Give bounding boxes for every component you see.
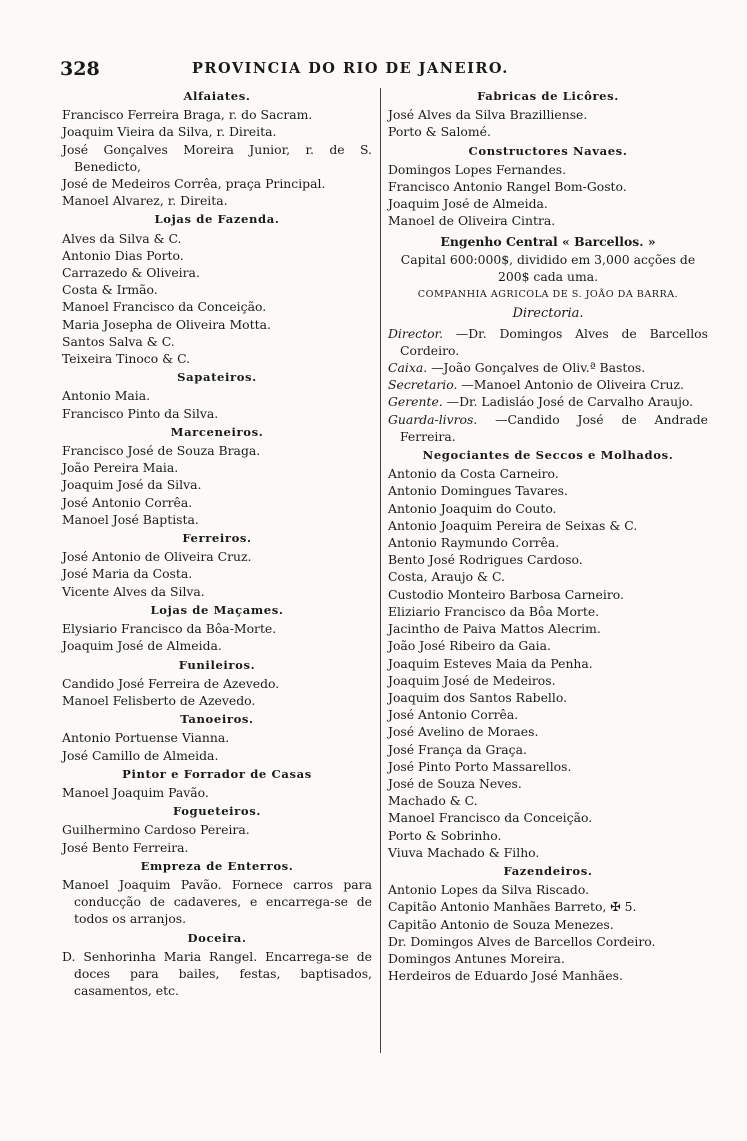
list-item: Joaquim Vieira da Silva, r. Direita. xyxy=(62,124,277,140)
section-heading-navaes: Constructores Navaes. xyxy=(468,143,628,158)
left-column xyxy=(62,86,372,999)
company-name: COMPANHIA AGRICOLA DE S. JOÃO DA BARRA. xyxy=(417,289,679,301)
list-item: Guilhermino Cardoso Pereira. xyxy=(62,822,250,838)
paragraph-entry: D. Senhorinha Maria Rangel. Encarrega-se de doces para bailes, festas, baptisados, casamentos, etc. xyxy=(62,948,372,999)
list-item: José de Medeiros Corrêa, praça Principal. xyxy=(62,176,326,192)
list-item: José Antonio de Oliveira Cruz. xyxy=(62,549,252,565)
board-member xyxy=(388,411,708,445)
list-item: Capitão Antonio de Souza Menezes. xyxy=(388,916,614,932)
board-name: —Manoel Antonio de Oliveira Cruz. xyxy=(461,377,684,393)
list-item: Custodio Monteiro Barbosa Carneiro. xyxy=(388,586,624,602)
board-name: —Dr. Ladisláo José de Carvalho Araujo. xyxy=(446,394,694,410)
section-heading-engenho: Engenho Central « Barcellos. » xyxy=(440,233,656,249)
section-heading-funileiros: Funileiros. xyxy=(178,657,256,672)
list-item: Manoel Francisco da Conceição. xyxy=(388,810,593,826)
section-heading-fogueteiros: Fogueteiros. xyxy=(173,804,261,819)
list-item: João Pereira Maia. xyxy=(62,460,179,476)
section-heading-marceneiros: Marceneiros. xyxy=(170,424,264,439)
section-heading-alfaiates: Alfaiates. xyxy=(183,89,251,103)
list-item: João José Ribeiro da Gaia. xyxy=(388,638,551,654)
board-member xyxy=(388,393,708,410)
section-heading-doceira: Doceira. xyxy=(187,930,247,945)
list-item: Herdeiros de Eduardo José Manhães. xyxy=(388,968,623,984)
section-heading-lojas-fazenda: Lojas de Fazenda. xyxy=(154,212,280,227)
list-item: José Pinto Porto Massarellos. xyxy=(388,758,572,774)
list-item: Capitão Antonio Manhães Barreto, ✠ 5. xyxy=(388,899,637,915)
list-item: José Camillo de Almeida. xyxy=(62,747,219,763)
board-member xyxy=(388,376,708,393)
section-heading-licores: Fabricas de Licôres. xyxy=(477,89,619,103)
list-item: Antonio Maia. xyxy=(62,388,151,404)
list-item: José Antonio Corrêa. xyxy=(62,494,193,510)
list-item: Francisco Ferreira Braga, r. do Sacram. xyxy=(62,107,313,123)
list-item: Manoel Francisco da Conceição. xyxy=(62,299,267,315)
list-item: Antonio Domingues Tavares. xyxy=(388,483,568,499)
board-member xyxy=(388,325,708,359)
list-item: Vicente Alves da Silva. xyxy=(62,583,205,599)
list-item: Antonio Portuense Vianna. xyxy=(62,730,230,746)
list-item: Antonio Dias Porto. xyxy=(62,247,184,263)
column-divider xyxy=(380,88,381,1053)
section-heading-fazendeiros: Fazendeiros. xyxy=(503,863,593,878)
list-item: Manoel Felisberto de Azevedo. xyxy=(62,692,256,708)
list-item: Joaquim José de Medeiros. xyxy=(388,672,556,688)
list-item: Machado & C. xyxy=(388,793,478,809)
list-item: Porto & Sobrinho. xyxy=(388,827,502,843)
list-item: José Alves da Silva Brazilliense. xyxy=(388,107,588,123)
list-item: Francisco José de Souza Braga. xyxy=(62,443,261,459)
board-role: Secretario. xyxy=(388,377,458,393)
list-item: Candido José Ferreira de Azevedo. xyxy=(62,675,280,691)
board-role: Guarda-livros. xyxy=(388,411,478,427)
paragraph-entry: Manoel Joaquim Pavão. Fornece carros para conducção de cadaveres, e encarrega-se de todos os arranjos. xyxy=(62,876,372,927)
board-role: Caixa. xyxy=(388,360,428,376)
list-item: Bento José Rodrigues Cardoso. xyxy=(388,552,583,568)
list-item: Antonio da Costa Carneiro. xyxy=(388,466,559,482)
capital-text: Capital 600:000$, dividido em 3,000 acções de 200$ cada uma. xyxy=(400,251,696,285)
section-heading-sapateiros: Sapateiros. xyxy=(177,370,257,385)
board-heading: Directoria. xyxy=(512,306,584,322)
list-item: Joaquim José da Silva. xyxy=(62,477,202,493)
list-item: Domingos Lopes Fernandes. xyxy=(388,161,567,177)
right-column xyxy=(388,86,708,984)
list-item: Elysiario Francisco da Bôa-Morte. xyxy=(62,621,277,637)
list-item: Jacintho de Paiva Mattos Alecrim. xyxy=(388,621,601,637)
running-title: PROVINCIA DO RIO DE JANEIRO. xyxy=(192,60,509,77)
section-heading-ferreiros: Ferreiros. xyxy=(182,531,252,546)
board-member xyxy=(388,359,708,376)
list-item: Manoel José Baptista. xyxy=(62,511,199,527)
list-item: Viuva Machado & Filho. xyxy=(388,844,540,860)
board-name: —Candido José de Andrade Ferreira. xyxy=(400,411,708,444)
list-item: Domingos Antunes Moreira. xyxy=(388,950,565,966)
list-item: José Antonio Corrêa. xyxy=(388,707,519,723)
list-item: José Gonçalves Moreira Junior, r. de S. Benedicto, xyxy=(62,141,372,174)
list-item: José de Souza Neves. xyxy=(388,775,522,791)
list-item: Antonio Joaquim Pereira de Seixas & C. xyxy=(388,517,638,533)
list-item: Francisco Antonio Rangel Bom-Gosto. xyxy=(388,179,627,195)
list-item: Teixeira Tinoco & C. xyxy=(62,351,191,367)
board-role: Gerente. xyxy=(388,394,443,410)
list-item: Antonio Joaquim do Couto. xyxy=(388,500,557,516)
section-heading-pintor: Pintor e Forrador de Casas xyxy=(122,766,312,781)
list-item: Porto & Salomé. xyxy=(388,124,491,140)
list-item: Antonio Lopes da Silva Riscado. xyxy=(388,882,590,898)
list-item: Costa & Irmão. xyxy=(62,282,158,298)
list-item: Joaquim dos Santos Rabello. xyxy=(388,689,568,705)
board-role: Director. xyxy=(388,325,444,341)
list-item: Santos Salva & C. xyxy=(62,333,175,349)
list-item: José Maria da Costa. xyxy=(62,566,193,582)
list-item: Manoel Alvarez, r. Direita. xyxy=(62,193,228,209)
list-item: José França da Graça. xyxy=(388,741,527,757)
list-item: Joaquim Esteves Maia da Penha. xyxy=(388,655,593,671)
section-heading-tanoeiros: Tanoeiros. xyxy=(180,712,254,727)
list-item: Antonio Raymundo Corrêa. xyxy=(388,535,560,551)
list-item: Costa, Araujo & C. xyxy=(388,569,505,585)
list-item: Carrazedo & Oliveira. xyxy=(62,265,200,281)
list-item: Dr. Domingos Alves de Barcellos Cordeiro. xyxy=(388,933,656,949)
list-item: Francisco Pinto da Silva. xyxy=(62,405,219,421)
section-heading-enterros: Empreza de Enterros. xyxy=(140,858,294,873)
list-item: Maria Josepha de Oliveira Motta. xyxy=(62,316,271,332)
list-item: Eliziario Francisco da Bôa Morte. xyxy=(388,603,600,619)
page-header xyxy=(40,58,700,82)
list-item: Manoel Joaquim Pavão. xyxy=(62,784,209,800)
list-item: José Avelino de Moraes. xyxy=(388,724,539,740)
list-item: Joaquim José de Almeida. xyxy=(62,638,222,654)
list-item: José Bento Ferreira. xyxy=(62,839,189,855)
list-item: Manoel de Oliveira Cintra. xyxy=(388,213,556,229)
list-item: Joaquim José de Almeida. xyxy=(388,196,548,212)
section-heading-macames: Lojas de Maçames. xyxy=(150,602,284,617)
board-name: —João Gonçalves de Oliv.ª Bastos. xyxy=(431,360,646,376)
list-item: Alves da Silva & C. xyxy=(62,230,182,246)
board-name: —Dr. Domingos Alves de Barcellos Cordeiro. xyxy=(400,325,708,358)
section-heading-seccos: Negociantes de Seccos e Molhados. xyxy=(422,448,674,463)
page-number: 328 xyxy=(60,58,100,80)
